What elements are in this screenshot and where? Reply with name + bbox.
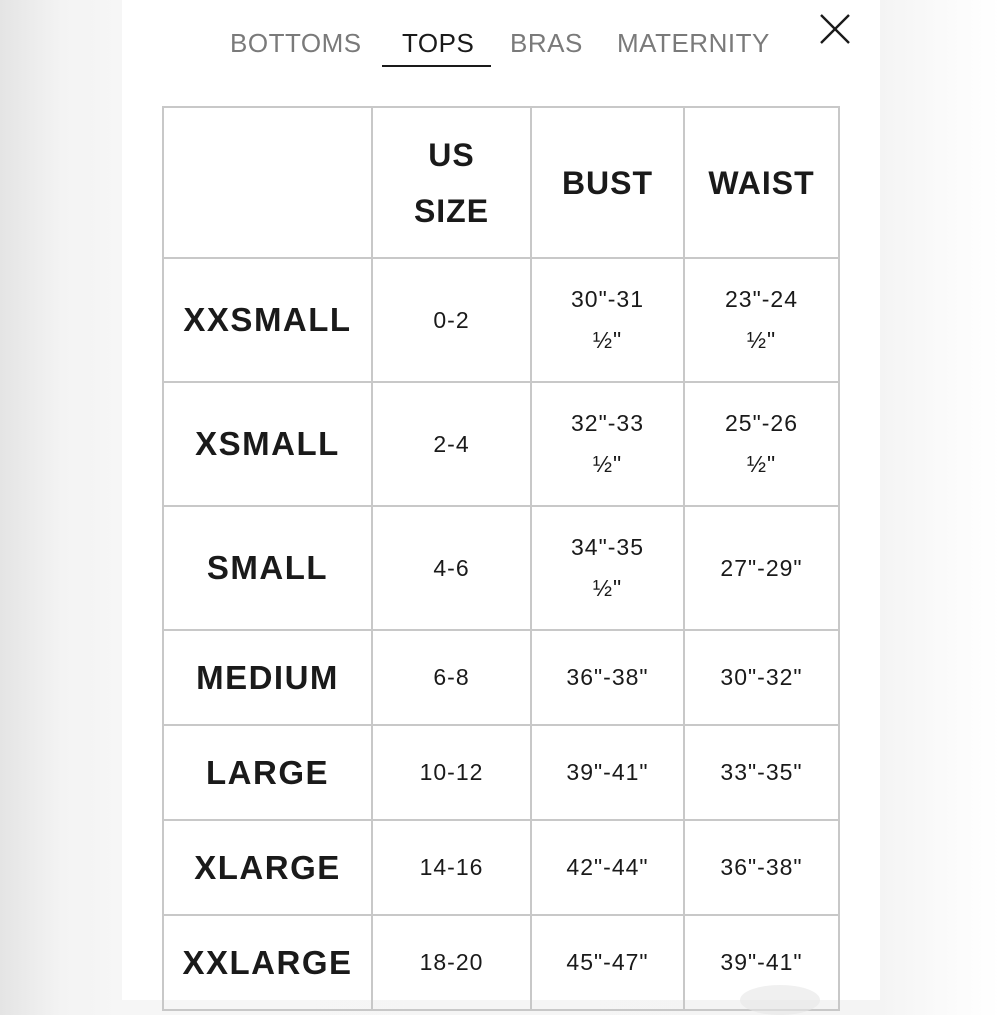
bust-value-line1: 30"-31 <box>571 286 644 312</box>
size-label: SMALL <box>163 506 372 630</box>
bust-value: 42"-44" <box>531 820 684 915</box>
size-label: XSMALL <box>163 382 372 506</box>
bust-value-line1: 34"-35 <box>571 534 644 560</box>
table-row <box>163 382 839 506</box>
waist-value-line2: ½" <box>746 451 777 477</box>
waist-value-line1: 23"-24 <box>725 286 798 312</box>
bust-value <box>531 506 684 630</box>
waist-value-line2: ½" <box>746 327 777 353</box>
size-label: XXSMALL <box>163 258 372 382</box>
bust-value-line2: ½" <box>592 327 623 353</box>
waist-value <box>684 258 839 382</box>
table-header-row <box>163 107 839 258</box>
bust-value-line1: 32"-33 <box>571 410 644 436</box>
size-label: MEDIUM <box>163 630 372 725</box>
table-row <box>163 915 839 1010</box>
bust-value-line2: ½" <box>592 575 623 601</box>
size-label: XXLARGE <box>163 915 372 1010</box>
table-row <box>163 258 839 382</box>
header-empty-cell <box>163 107 372 258</box>
waist-value: 36"-38" <box>684 820 839 915</box>
waist-value: 27"-29" <box>684 506 839 630</box>
tab-tops[interactable]: TOPS <box>402 28 475 58</box>
header-us-line1: US <box>428 136 475 173</box>
tab-maternity[interactable]: MATERNITY <box>617 28 770 58</box>
header-us-line2: SIZE <box>413 192 490 229</box>
bust-value: 45"-47" <box>531 915 684 1010</box>
close-button[interactable] <box>816 10 854 48</box>
header-waist: WAIST <box>684 107 839 258</box>
table-row <box>163 630 839 725</box>
waist-value: 33"-35" <box>684 725 839 820</box>
active-tab-underline <box>382 65 491 67</box>
header-us-size <box>372 107 531 258</box>
us-size-value: 6-8 <box>372 630 531 725</box>
size-chart-panel <box>122 0 880 1000</box>
bust-value: 36"-38" <box>531 630 684 725</box>
bust-value <box>531 382 684 506</box>
us-size-value: 0-2 <box>372 258 531 382</box>
size-category-tabs <box>122 0 880 80</box>
waist-value: 30"-32" <box>684 630 839 725</box>
us-size-value: 2-4 <box>372 382 531 506</box>
us-size-value: 4-6 <box>372 506 531 630</box>
size-label: XLARGE <box>163 820 372 915</box>
size-label: LARGE <box>163 725 372 820</box>
tab-bras[interactable]: BRAS <box>510 28 583 58</box>
bust-value: 39"-41" <box>531 725 684 820</box>
size-chart-table <box>162 106 840 1011</box>
bust-value <box>531 258 684 382</box>
us-size-value: 10-12 <box>372 725 531 820</box>
scroll-shadow <box>740 985 820 1015</box>
table-row <box>163 820 839 915</box>
waist-value: 39"-41" <box>684 915 839 1010</box>
waist-value <box>684 382 839 506</box>
tab-bottoms[interactable]: BOTTOMS <box>230 28 362 58</box>
close-icon <box>816 10 854 48</box>
us-size-value: 14-16 <box>372 820 531 915</box>
table-row <box>163 506 839 630</box>
header-bust: BUST <box>531 107 684 258</box>
bust-value-line2: ½" <box>592 451 623 477</box>
table-row <box>163 725 839 820</box>
waist-value-line1: 25"-26 <box>725 410 798 436</box>
us-size-value: 18-20 <box>372 915 531 1010</box>
